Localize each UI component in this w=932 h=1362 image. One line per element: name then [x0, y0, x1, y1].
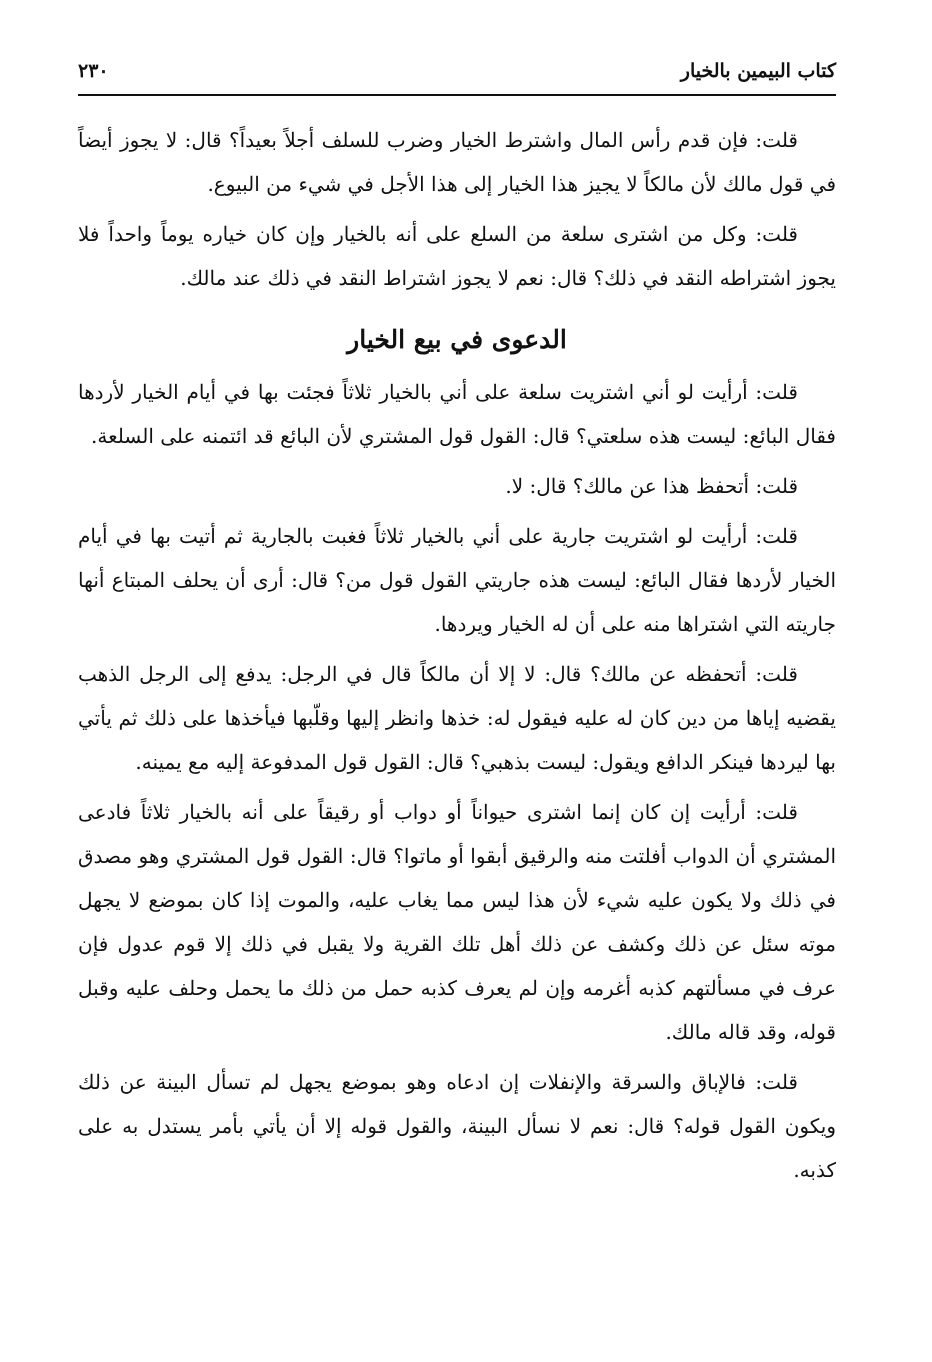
paragraph: قلت: أتحفظ هذا عن مالك؟ قال: لا.	[505, 474, 798, 498]
paragraph: قلت: فالإباق والسرقة والإنفلات إن ادعاه وهو بموضع يجهل لم تسأل البينة عن ذلك ويكون القول قوله؟ قال: نعم لا نسأل البينة، والقول قوله إلا أن يأتي بأمر يستدل به على كذبه.	[78, 1070, 836, 1182]
paragraph: قلت: أرأيت لو أني اشتريت سلعة على أني بالخيار ثلاثاً فجئت بها في أيام الخيار لأردها فقال البائع: ليست هذه سلعتي؟ قال: القول قول المشتري لأن البائع قد ائتمنه على السلعة.	[78, 380, 836, 448]
paragraph: قلت: وكل من اشترى سلعة من السلع على أنه بالخيار وإن كان خياره يوماً واحداً فلا يجوز اشتراطه النقد في ذلك؟ قال: نعم لا يجوز اشتراط النقد في ذلك عند مالك.	[78, 222, 836, 290]
page-header	[78, 52, 836, 96]
paragraph: قلت: أتحفظه عن مالك؟ قال: لا إلا أن مالكاً قال في الرجل: يدفع إلى الرجل الذهب يقضيه إياها من دين كان له عليه فيقول له: خذها وانظر إليها وقلّبها فيأخذها على ذلك ثم يأتي بها ليردها فينكر الدافع ويقول: ليست بذهبي؟ قال: القول قول المدفوعة إليه مع يمينه.	[78, 662, 836, 774]
section-heading: الدعوى في بيع الخيار	[347, 325, 567, 354]
paragraph: قلت: أرأيت لو اشتريت جارية على أني بالخيار ثلاثاً فغبت بالجارية ثم أتيت بها في أيام الخيار لأردها فقال البائع: ليست هذه جاريتي القول قول من؟ قال: أرى أن يحلف المبتاع أنها جاريته التي اشتراها منه على أن له الخيار ويردها.	[78, 524, 836, 636]
paragraph: قلت: فإن قدم رأس المال واشترط الخيار وضرب للسلف أجلاً بعيداً؟ قال: لا يجوز أيضاً في قول مالك لأن مالكاً لا يجيز هذا الخيار إلى هذا الأجل في شيء من البيوع.	[78, 128, 836, 196]
page-number: ٢٣٠	[78, 60, 109, 82]
page-body	[78, 118, 836, 1198]
running-title: كتاب البيمين بالخيار	[680, 60, 836, 82]
paragraph: قلت: أرأيت إن كان إنما اشترى حيواناً أو دواب أو رقيقاً على أنه بالخيار ثلاثاً فادعى المشتري أن الدواب أفلتت منه والرقيق أبقوا أو ماتوا؟ قال: القول قول المشتري وهو مصدق في ذلك ولا يكون عليه شيء لأن هذا ليس مما يغاب عليه، والموت إذا كان بموضع لا يجهل موته سئل عن ذلك وكشف عن ذلك أهل تلك القرية ولا يقبل في ذلك إلا قوم عدول فإن عرف في مسألتهم كذبه أغرمه وإن لم يعرف كذبه حمل من ذلك ما يحمل وحلف عليه وقبل قوله، وقد قاله مالك.	[78, 800, 836, 1044]
